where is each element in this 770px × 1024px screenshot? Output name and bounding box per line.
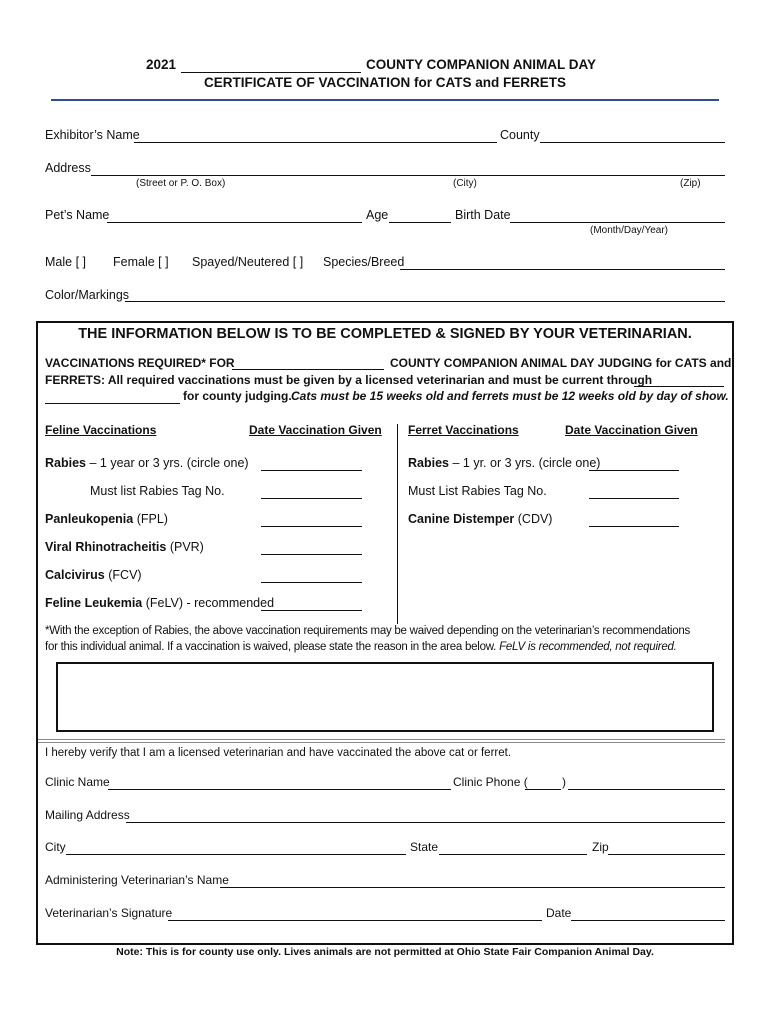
color-markings-field[interactable]: [125, 301, 725, 302]
feline-row-calcivirus: [45, 568, 142, 582]
ferret-vaccinations-header: Ferret Vaccinations: [408, 423, 519, 437]
waiver-felv-note: FeLV is recommended, not required.: [499, 641, 677, 653]
feline-rhinotracheitis-detail: (PVR): [166, 540, 204, 554]
verification-statement: I hereby verify that I am a licensed veterinarian and have vaccinated the above cat or ferret.: [45, 747, 512, 759]
header-title-line1: COUNTY COMPANION ANIMAL DAY: [366, 57, 597, 72]
ferret-rabies-date-field[interactable]: [589, 470, 679, 471]
ferret-row-distemper: [408, 512, 552, 526]
vet-signature-field[interactable]: [168, 920, 542, 921]
city-hint: (City): [453, 178, 477, 189]
footer-note: Note: This is for county use only. Lives animals are not permitted at Ohio State Fair Companion Animal Day.: [116, 946, 654, 958]
vet-city-label: City: [45, 840, 66, 854]
feline-leukemia-name: Feline Leukemia: [45, 596, 143, 610]
spayed-neutered-checkbox[interactable]: Spayed/Neutered [ ]: [192, 255, 304, 269]
birth-date-label: Birth Date: [455, 208, 511, 222]
current-through-date-field-cont[interactable]: [45, 403, 180, 404]
ferret-rabies-tag-field[interactable]: [589, 498, 679, 499]
ferret-date-header: Date Vaccination Given: [565, 423, 698, 437]
feline-rabies-tag-field[interactable]: [261, 498, 362, 499]
requirements-line2: FERRETS: All required vaccinations must be given by a licensed veterinarian and must be current through: [45, 373, 653, 387]
ferret-distemper-detail: (CDV): [514, 512, 553, 526]
county-name-blank[interactable]: [181, 72, 361, 73]
zip-hint: (Zip): [680, 178, 701, 189]
age-label: Age: [366, 208, 389, 222]
signature-date-label: Date: [546, 906, 572, 920]
requirements-part1: VACCINATIONS REQUIRED* FOR: [45, 356, 235, 370]
vet-city-field[interactable]: [66, 854, 406, 855]
vet-zip-label: Zip: [592, 840, 609, 854]
female-checkbox[interactable]: Female [ ]: [113, 255, 169, 269]
feline-calcivirus-detail: (FCV): [104, 568, 142, 582]
mailing-address-label: Mailing Address: [45, 808, 130, 822]
waiver-line1: *With the exception of Rabies, the above vaccination requirements may be waived depending on the veterinarian’s recommendations: [45, 625, 691, 637]
waiver-line2-text: for this individual animal. If a vaccination is waived, please state the reason in the area below.: [45, 641, 497, 653]
mailing-address-field[interactable]: [126, 822, 725, 823]
clinic-name-field[interactable]: [108, 789, 451, 790]
male-checkbox[interactable]: Male [ ]: [45, 255, 86, 269]
clinic-phone-area-field[interactable]: [525, 789, 561, 790]
birth-date-hint: (Month/Day/Year): [590, 225, 668, 236]
header-title-line2: CERTIFICATE OF VACCINATION for CATS and FERRETS: [204, 75, 566, 90]
species-breed-label: Species/Breed: [323, 255, 405, 269]
ferret-row-rabies: [408, 456, 600, 470]
vet-zip-field[interactable]: [608, 854, 725, 855]
feline-panleukopenia-detail: (FPL): [133, 512, 168, 526]
pet-name-label: Pet’s Name: [45, 208, 110, 222]
vet-section-heading: THE INFORMATION BELOW IS TO BE COMPLETED & SIGNED BY YOUR VETERINARIAN.: [78, 326, 692, 342]
waiver-reason-textarea[interactable]: [56, 662, 714, 732]
feline-panleukopenia-date-field[interactable]: [261, 526, 362, 527]
feline-leukemia-date-field[interactable]: [261, 610, 362, 611]
feline-rabies-name: Rabies: [45, 456, 86, 470]
pet-name-field[interactable]: [107, 222, 362, 223]
vet-state-field[interactable]: [439, 854, 587, 855]
requirements-part2: COUNTY COMPANION ANIMAL DAY JUDGING for CATS and: [390, 356, 732, 370]
species-breed-field[interactable]: [400, 269, 725, 270]
county-label: County: [500, 128, 540, 142]
ferret-distemper-name: Canine Distemper: [408, 512, 515, 526]
address-label: Address: [45, 161, 91, 175]
section-rule-top: [38, 739, 725, 740]
birth-date-field[interactable]: [510, 222, 725, 223]
header-divider: [51, 99, 719, 101]
feline-panleukopenia-name: Panleukopenia: [45, 512, 134, 526]
clinic-phone-paren: ): [562, 775, 566, 789]
feline-row-rhinotracheitis: [45, 540, 204, 554]
feline-row-leukemia: [45, 596, 274, 610]
requirements-line3a: for county judging.: [183, 389, 292, 403]
feline-row-panleukopenia: [45, 512, 168, 526]
address-field[interactable]: [91, 175, 725, 176]
feline-rabies-tag-label: Must list Rabies Tag No.: [90, 484, 225, 498]
feline-leukemia-detail: (FeLV) - recommended: [142, 596, 275, 610]
feline-rabies-date-field[interactable]: [261, 470, 362, 471]
section-rule-bottom: [38, 742, 725, 743]
administering-vet-field[interactable]: [220, 887, 725, 888]
color-markings-label: Color/Markings: [45, 288, 130, 302]
exhibitor-name-label: Exhibitor’s Name: [45, 128, 140, 142]
requirements-county-blank[interactable]: [232, 369, 384, 370]
clinic-name-label: Clinic Name: [45, 775, 110, 789]
current-through-date-field[interactable]: [634, 386, 724, 387]
clinic-phone-label: Clinic Phone (: [453, 775, 528, 789]
clinic-phone-field[interactable]: [568, 789, 725, 790]
ferret-rabies-name: Rabies: [408, 456, 449, 470]
vet-state-label: State: [410, 840, 439, 854]
vet-signature-label: Veterinarian’s Signature: [45, 906, 173, 920]
ferret-rabies-tag-label: Must List Rabies Tag No.: [408, 484, 547, 498]
feline-date-header: Date Vaccination Given: [249, 423, 382, 437]
feline-calcivirus-name: Calcivirus: [45, 568, 105, 582]
feline-row-rabies: [45, 456, 249, 470]
requirements-line3b: Cats must be 15 weeks old and ferrets must be 12 weeks old by day of show.: [291, 389, 729, 403]
feline-rhinotracheitis-name: Viral Rhinotracheitis: [45, 540, 167, 554]
feline-calcivirus-date-field[interactable]: [261, 582, 362, 583]
age-field[interactable]: [389, 222, 451, 223]
ferret-distemper-date-field[interactable]: [589, 526, 679, 527]
signature-date-field[interactable]: [571, 920, 725, 921]
feline-rhinotracheitis-date-field[interactable]: [261, 554, 362, 555]
feline-rabies-detail: – 1 year or 3 yrs. (circle one): [86, 456, 249, 470]
street-hint: (Street or P. O. Box): [136, 178, 226, 189]
column-divider: [397, 424, 398, 624]
feline-vaccinations-header: Feline Vaccinations: [45, 423, 157, 437]
exhibitor-name-field[interactable]: [134, 142, 497, 143]
waiver-line2: [45, 641, 677, 653]
header-year: 2021: [146, 57, 177, 72]
administering-vet-label: Administering Veterinarian’s Name: [45, 873, 229, 887]
ferret-rabies-detail: – 1 yr. or 3 yrs. (circle one): [449, 456, 601, 470]
county-field[interactable]: [540, 142, 725, 143]
